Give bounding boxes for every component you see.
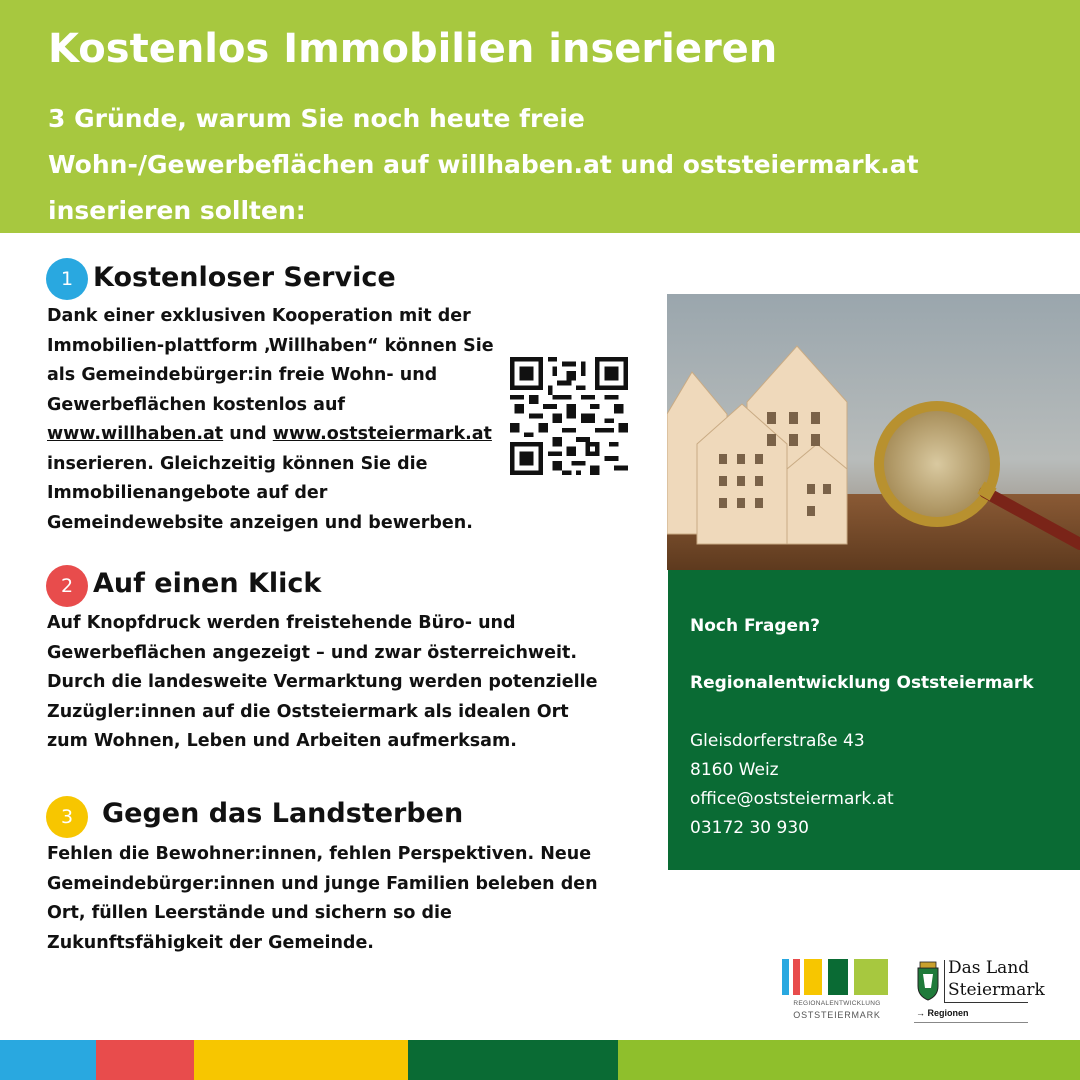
logo-bar-light-green bbox=[854, 959, 888, 995]
logo-text-das-land: Das Land bbox=[948, 958, 1030, 978]
logo-divider bbox=[944, 960, 945, 1002]
text-line: Dank einer exklusiven Kooperation mit der bbox=[47, 306, 471, 326]
number-badge-1: 1 bbox=[46, 258, 88, 300]
text-line: Immobilienangebote auf der bbox=[47, 483, 328, 503]
text-line: Zukunftsfähigkeit der Gemeinde. bbox=[47, 932, 374, 953]
logo-text-steiermark: Steiermark bbox=[948, 980, 1045, 1000]
text-line: Durch die landesweite Vermarktung werden potenzielle bbox=[47, 672, 598, 692]
contact-phone[interactable]: 03172 30 930 bbox=[690, 818, 809, 838]
coat-of-arms-icon bbox=[914, 960, 942, 1002]
subtitle-line: 3 Gründe, warum Sie noch heute freie bbox=[48, 104, 585, 133]
section-title-gegen-das-landsterben: Gegen das Landsterben bbox=[102, 798, 464, 829]
section-text-2 bbox=[47, 609, 657, 757]
link-oststeiermark[interactable]: www.oststeiermark.at bbox=[272, 424, 492, 444]
subtitle-line: inserieren sollten: bbox=[48, 196, 306, 225]
text-line: als Gemeindebürger:in freie Wohn- und bbox=[47, 365, 438, 385]
footer-segment-blue bbox=[0, 1040, 96, 1080]
logo-caption-1: REGIONALENTWICKLUNG bbox=[793, 1000, 881, 1007]
footer-segment-yellow bbox=[194, 1040, 408, 1080]
contact-email[interactable]: office@oststeiermark.at bbox=[690, 789, 894, 809]
logo-underline bbox=[944, 1002, 1028, 1003]
footer-segment-red bbox=[96, 1040, 194, 1080]
text-line: Immobilien-plattform ‚Willhaben“ können Sie bbox=[47, 335, 494, 356]
footer-color-bar bbox=[0, 1040, 1080, 1080]
land-steiermark-logo bbox=[914, 958, 1045, 1028]
logo-bar-yellow bbox=[804, 959, 822, 995]
text-line: Zuzügler:innen auf die Oststeiermark als idealen Ort bbox=[47, 701, 569, 722]
section-text-1 bbox=[47, 302, 497, 538]
text-line: Fehlen die Bewohner:innen, fehlen Perspektiven. Neue bbox=[47, 844, 592, 864]
contact-box bbox=[668, 570, 1080, 870]
text-line: Gewerbeflächen angezeigt – und zwar österreichweit. bbox=[47, 642, 577, 663]
text-line: zum Wohnen, Leben und Arbeiten aufmerksam. bbox=[47, 731, 517, 751]
page-title: Kostenlos Immobilien inserieren bbox=[48, 26, 778, 72]
wooden-houses-magnifier-image bbox=[667, 294, 1080, 570]
section-title-kostenloser-service: Kostenloser Service bbox=[93, 262, 396, 293]
text-line: inserieren. Gleichzeitig können Sie die bbox=[47, 453, 428, 474]
text-line: Gemeindebürger:innen und junge Familien beleben den bbox=[47, 873, 598, 894]
contact-city: 8160 Weiz bbox=[690, 760, 779, 780]
header-banner bbox=[0, 0, 1080, 233]
links-line bbox=[47, 420, 497, 450]
regionalentwicklung-logo bbox=[782, 959, 892, 1025]
logo-bar-red bbox=[793, 959, 800, 995]
number-badge-2: 2 bbox=[46, 565, 88, 607]
logo-bar-blue bbox=[782, 959, 789, 995]
section-text-3 bbox=[47, 840, 657, 958]
logo-caption-2: OSTSTEIERMARK bbox=[793, 1010, 881, 1020]
contact-question: Noch Fragen? bbox=[690, 616, 821, 636]
text-line: Gemeindewebsite anzeigen und bewerben. bbox=[47, 512, 473, 533]
subtitle-line: Wohn-/Gewerbeflächen auf willhaben.at und oststeiermark.at bbox=[48, 150, 919, 179]
footer-segment-light-green bbox=[618, 1040, 1080, 1080]
contact-street: Gleisdorferstraße 43 bbox=[690, 731, 865, 751]
link-willhaben[interactable]: www.willhaben.at bbox=[47, 424, 224, 444]
logo-text-regionen: → Regionen bbox=[916, 1008, 969, 1018]
text-line: Ort, füllen Leerstände und sichern so die bbox=[47, 903, 452, 923]
logo-bar-dark-green bbox=[828, 959, 848, 995]
text-line: Auf Knopfdruck werden freistehende Büro- und bbox=[47, 613, 516, 633]
number-badge-3: 3 bbox=[46, 796, 88, 838]
section-title-auf-einen-klick: Auf einen Klick bbox=[93, 568, 322, 599]
qr-code-icon[interactable] bbox=[510, 357, 628, 475]
link-joiner: und bbox=[223, 424, 273, 444]
footer-segment-dark-green bbox=[408, 1040, 618, 1080]
text-line: Gewerbeflächen kostenlos auf bbox=[47, 394, 346, 415]
logo-bottom-line bbox=[914, 1022, 1028, 1023]
contact-org: Regionalentwicklung Oststeiermark bbox=[690, 673, 1034, 693]
page-subtitle bbox=[48, 96, 1048, 234]
